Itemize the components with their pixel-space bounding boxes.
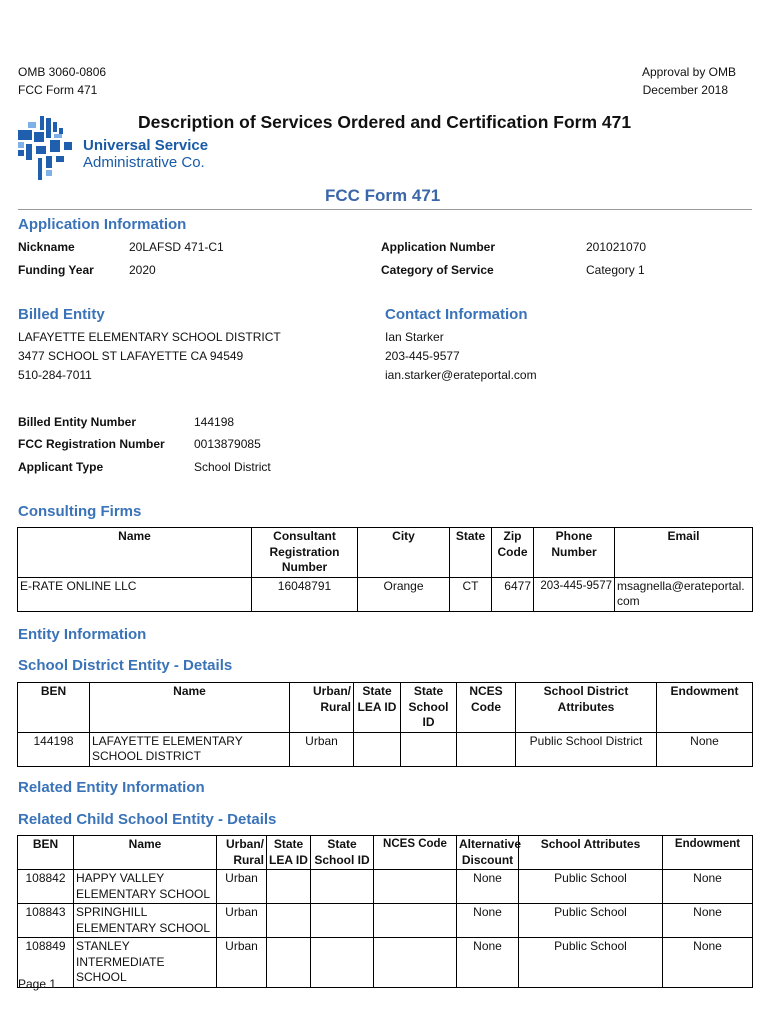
col-header: State LEA ID	[267, 836, 311, 870]
table-row	[18, 732, 753, 766]
table-cell: 144198	[18, 732, 90, 766]
col-header: Phone Number	[534, 528, 615, 578]
col-header: Zip Code	[492, 528, 534, 578]
col-header: Email	[615, 528, 753, 578]
table-header-row	[18, 528, 753, 578]
table-cell: None	[457, 904, 519, 938]
table-header-row	[18, 683, 753, 733]
table-cell: 108842	[18, 870, 74, 904]
nickname-label: Nickname	[18, 240, 75, 254]
table-cell	[401, 732, 457, 766]
col-header: Consultant Registration Number	[252, 528, 358, 578]
table-cell: LAFAYETTE ELEMENTARY SCHOOL DISTRICT	[90, 732, 290, 766]
funding-year-label: Funding Year	[18, 263, 94, 277]
frn-value: 0013879085	[194, 437, 261, 451]
col-header: School Attributes	[519, 836, 663, 870]
table-cell: None	[657, 732, 753, 766]
related-subheading: Related Child School Entity - Details	[18, 811, 277, 828]
table-cell: 16048791	[252, 577, 358, 611]
page-title: Description of Services Ordered and Certification Form 471	[138, 112, 632, 132]
col-header: State LEA ID	[354, 683, 401, 733]
col-header: Endowment	[657, 683, 753, 733]
page-number: Page 1	[18, 977, 57, 991]
applicant-type-value: School District	[194, 460, 271, 474]
table-cell: None	[663, 870, 753, 904]
table-cell: None	[457, 870, 519, 904]
table-cell: None	[457, 938, 519, 988]
table-cell: None	[663, 938, 753, 988]
table-cell	[311, 870, 374, 904]
entity-subheading: School District Entity - Details	[18, 657, 233, 674]
table-cell	[374, 904, 457, 938]
logo-line-1: Universal Service	[83, 137, 209, 154]
funding-year-value: 2020	[129, 263, 156, 277]
table-cell: HAPPY VALLEY ELEMENTARY SCHOOL	[74, 870, 217, 904]
col-header: State School ID	[311, 836, 374, 870]
table-cell: 108849	[18, 938, 74, 988]
contact-email: ian.starker@erateportal.com	[385, 368, 537, 382]
col-header: Urban/ Rural	[290, 683, 354, 733]
table-cell: Urban	[217, 904, 267, 938]
table-cell: Public School	[519, 904, 663, 938]
col-header: School District Attributes	[516, 683, 657, 733]
billed-entity-address: 3477 SCHOOL ST LAFAYETTE CA 94549	[18, 349, 244, 363]
billed-entity-name: LAFAYETTE ELEMENTARY SCHOOL DISTRICT	[18, 330, 281, 344]
table-row	[18, 870, 753, 904]
table-cell: Urban	[290, 732, 354, 766]
table-cell	[267, 870, 311, 904]
table-cell: Urban	[217, 870, 267, 904]
table-cell: 6477	[492, 577, 534, 611]
col-header: Name	[18, 528, 252, 578]
table-cell	[457, 732, 516, 766]
table-row	[18, 938, 753, 988]
contact-heading: Contact Information	[385, 306, 528, 323]
contact-phone: 203-445-9577	[385, 349, 460, 363]
table-cell	[267, 938, 311, 988]
col-header: Alternative Discount	[457, 836, 519, 870]
ben-value: 144198	[194, 415, 235, 429]
col-header: NCES Code	[457, 683, 516, 733]
billed-entity-heading: Billed Entity	[18, 306, 105, 323]
usac-logo-icon	[16, 114, 78, 182]
table-cell	[311, 904, 374, 938]
table-cell	[354, 732, 401, 766]
applicant-type-label: Applicant Type	[18, 460, 104, 474]
billed-entity-phone: 510-284-7011	[18, 368, 92, 382]
nickname-value: 20LAFSD 471-C1	[129, 240, 224, 254]
table-cell: Public School	[519, 870, 663, 904]
col-header: State School ID	[401, 683, 457, 733]
contact-name: Ian Starker	[385, 330, 444, 344]
col-header: Name	[74, 836, 217, 870]
table-cell: Public School	[519, 938, 663, 988]
approval-text: Approval by OMB	[641, 65, 736, 79]
frn-label: FCC Registration Number	[18, 437, 165, 451]
table-row	[18, 577, 753, 611]
table-cell: E-RATE ONLINE LLC	[18, 577, 252, 611]
table-cell: SPRINGHILL ELEMENTARY SCHOOL	[74, 904, 217, 938]
table-cell	[267, 904, 311, 938]
table-row	[18, 904, 753, 938]
application-heading: Application Information	[18, 216, 187, 233]
ben-label: Billed Entity Number	[18, 415, 137, 429]
col-header: NCES Code	[374, 836, 457, 870]
table-cell: CT	[450, 577, 492, 611]
table-cell	[311, 938, 374, 988]
table-cell: msagnella@erateportal.com	[615, 577, 753, 611]
application-number-label: Application Number	[381, 240, 496, 254]
col-header: BEN	[18, 683, 90, 733]
col-header: City	[358, 528, 450, 578]
table-cell: STANLEY INTERMEDIATE SCHOOL	[74, 938, 217, 988]
table-cell	[374, 870, 457, 904]
table-cell: 108843	[18, 904, 74, 938]
approval-date: December 2018	[642, 83, 728, 97]
related-heading: Related Entity Information	[18, 779, 205, 796]
category-value: Category 1	[586, 263, 645, 277]
col-header: BEN	[18, 836, 74, 870]
entity-heading: Entity Information	[18, 626, 147, 643]
col-header: Urban/ Rural	[217, 836, 267, 870]
related-table	[17, 835, 753, 988]
table-header-row	[18, 836, 753, 870]
table-cell: Public School District	[516, 732, 657, 766]
col-header: State	[450, 528, 492, 578]
table-cell	[374, 938, 457, 988]
application-number-value: 201021070	[586, 240, 647, 254]
logo-line-2: Administrative Co.	[83, 154, 205, 171]
col-header: Name	[90, 683, 290, 733]
omb-number: OMB 3060-0806	[18, 65, 107, 79]
table-cell: Orange	[358, 577, 450, 611]
divider	[18, 209, 752, 210]
fcc-form-title: FCC Form 471	[325, 186, 441, 205]
col-header: Endowment	[663, 836, 753, 870]
table-cell: 203-445-9577	[534, 577, 615, 611]
category-label: Category of Service	[381, 263, 494, 277]
consulting-table	[17, 527, 753, 612]
form-number: FCC Form 471	[18, 83, 98, 97]
table-cell: None	[663, 904, 753, 938]
table-cell: Urban	[217, 938, 267, 988]
entity-table	[17, 682, 753, 767]
consulting-heading: Consulting Firms	[18, 503, 142, 520]
